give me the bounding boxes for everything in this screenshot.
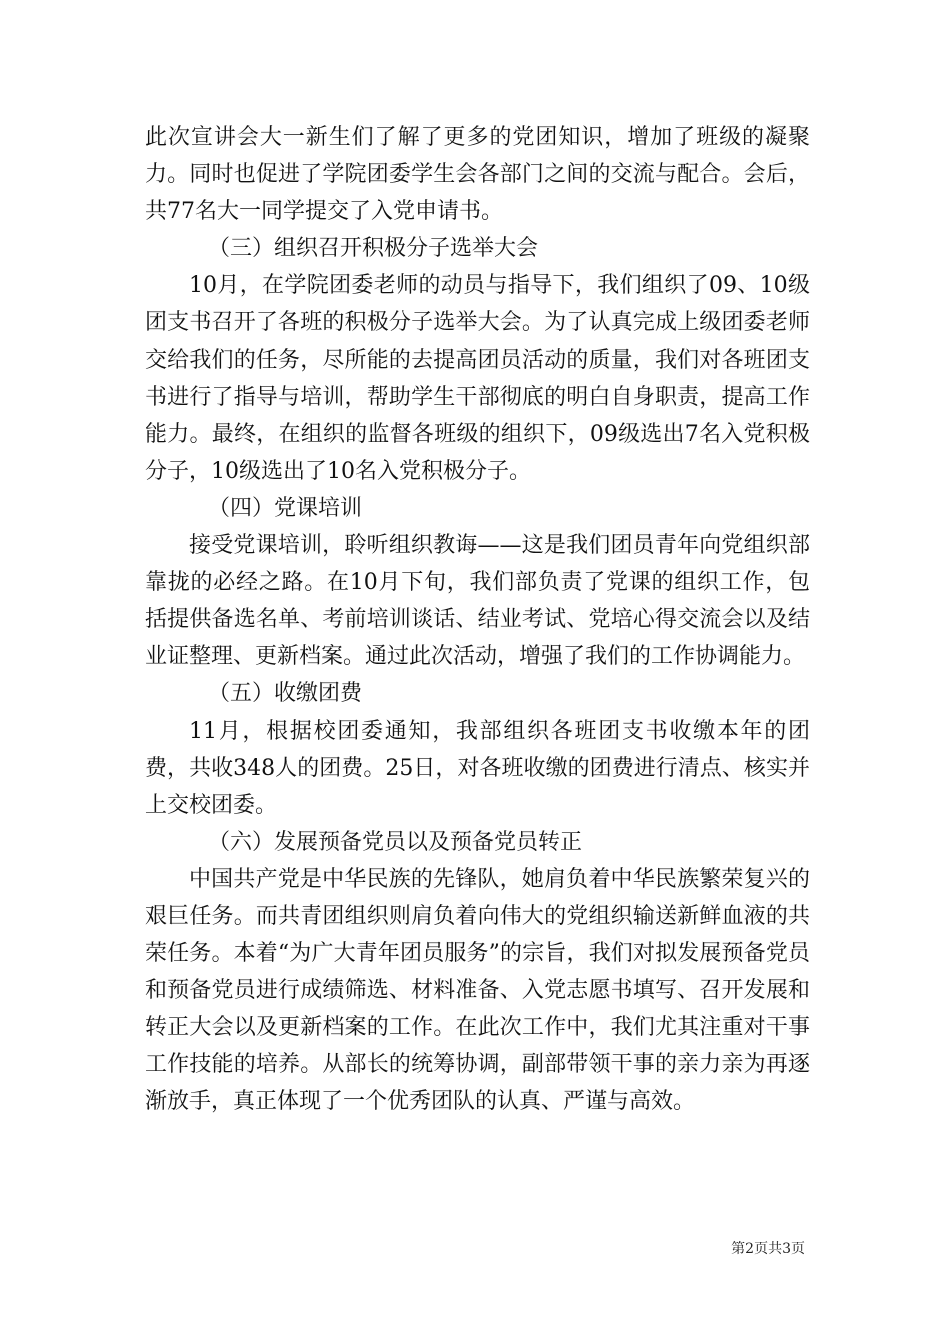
document-body [145,119,810,1121]
section-heading-3: （三）组织召开积极分子选举大会 [208,236,539,262]
paragraph-continued: 此次宣讲会大一新生们了解了更多的党团知识，增加了班级的凝聚力。同时也促进了学院团委学生会各部门之间的交流与配合。会后，共77名大一同学提交了入党申请书。 [145,125,810,225]
paragraph-activist-election: 10月，在学院团委老师的动员与指导下，我们组织了09、10级团支书召开了各班的积极分子选举大会。为了认真完成上级团委老师交给我们的任务，尽所能的去提高团员活动的质量，我们对各班团支书进行了指导与培训，帮助学生干部彻底的明白自身职责，提高工作能力。最终，在组织的监督各班级的组织下，09级选出7名入党积极分子，10级选出了10名入党积极分子。 [145,273,810,484]
paragraph-party-training: 接受党课培训，聆听组织教诲——这是我们团员青年向党组织部靠拢的必经之路。在10月下旬，我们部负责了党课的组织工作，包括提供备选名单、考前培训谈话、结业考试、党培心得交流会以及结业证整理、更新档案。通过此次活动，增强了我们的工作协调能力。 [145,533,810,670]
section-heading-5: （五）收缴团费 [208,681,363,707]
paragraph-probationary-members: 中国共产党是中华民族的先锋队，她肩负着中华民族繁荣复兴的艰巨任务。而共青团组织则肩负着向伟大的党组织输送新鲜血液的共荣任务。本着“为广大青年团员服务”的宗旨，我们对拟发展预备党员和预备党员进行成绩筛选、材料准备、入党志愿书填写、召开发展和转正大会以及更新档案的工作。在此次工作中，我们尤其注重对干事工作技能的培养。从部长的统筹协调，副部带领干事的亲力亲为再逐渐放手，真正体现了一个优秀团队的认真、严谨与高效。 [145,866,810,1115]
paragraph-league-fees: 11月，根据校团委通知，我部组织各班团支书收缴本年的团费，共收348人的团费。25日，对各班收缴的团费进行清点、核实并上交校团委。 [145,718,810,818]
page-number-footer: 第2页共3页 [731,1241,805,1257]
section-heading-6: （六）发展预备党员以及预备党员转正 [208,829,583,855]
section-heading-4: （四）党课培训 [208,495,363,521]
